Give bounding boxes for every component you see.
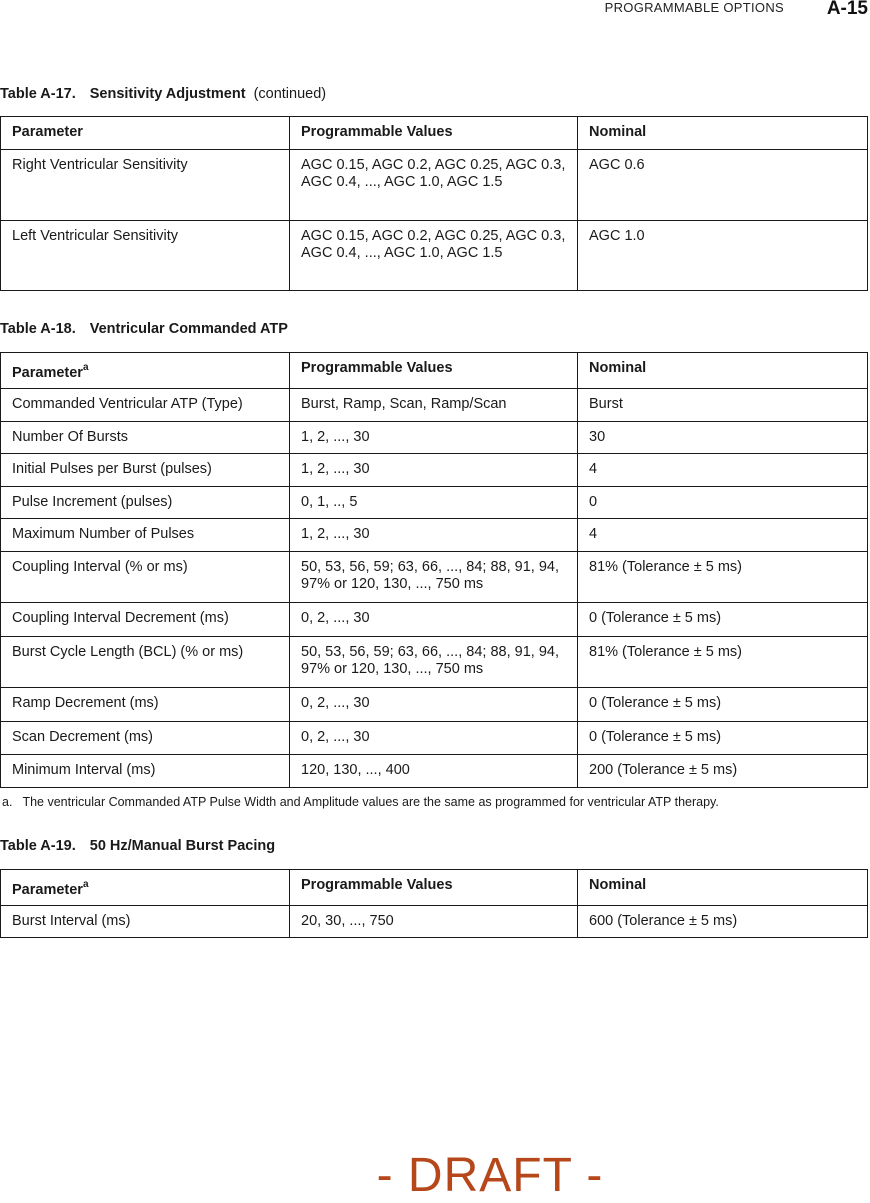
draft-watermark: - DRAFT - <box>376 1149 604 1202</box>
column-header-programmable-values: Programmable Values <box>290 353 578 389</box>
cell-parameter: Minimum Interval (ms) <box>1 754 290 787</box>
table-row <box>1 905 868 937</box>
column-header-nominal: Nominal <box>578 117 868 150</box>
cell-nominal: 600 (Tolerance ± 5 ms) <box>578 905 868 937</box>
cell-values: AGC 0.15, AGC 0.2, AGC 0.25, AGC 0.3, AGC 0.4, ..., AGC 1.0, AGC 1.5 <box>290 221 578 291</box>
running-title: PROGRAMMABLE OPTIONS <box>604 0 784 15</box>
table-row <box>1 486 868 518</box>
footnote-text: The ventricular Commanded ATP Pulse Width and Amplitude values are the same as programmed for ventricular ATP therapy. <box>22 795 719 809</box>
table-a18 <box>0 352 868 788</box>
cell-parameter: Left Ventricular Sensitivity <box>1 221 290 291</box>
cell-values: 0, 2, ..., 30 <box>290 602 578 636</box>
cell-nominal: AGC 1.0 <box>578 221 868 291</box>
cell-parameter: Coupling Interval Decrement (ms) <box>1 602 290 636</box>
cell-parameter: Initial Pulses per Burst (pulses) <box>1 453 290 486</box>
cell-nominal: 0 <box>578 486 868 518</box>
table-header-row <box>1 353 868 389</box>
table-row <box>1 721 868 754</box>
table-row <box>1 602 868 636</box>
table-row <box>1 453 868 486</box>
cell-values: 1, 2, ..., 30 <box>290 518 578 551</box>
table-a17-continued: (continued) <box>253 86 327 102</box>
column-header-parameter: Parameter <box>1 117 290 150</box>
cell-values: 0, 1, .., 5 <box>290 486 578 518</box>
cell-nominal: 0 (Tolerance ± 5 ms) <box>578 687 868 721</box>
cell-parameter: Maximum Number of Pulses <box>1 518 290 551</box>
footnote-marker: a <box>82 362 89 373</box>
table-row <box>1 551 868 602</box>
cell-nominal: AGC 0.6 <box>578 150 868 221</box>
page-number: A-15 <box>826 0 868 19</box>
table-a19-number: Table A-19. <box>0 838 76 854</box>
column-header-nominal: Nominal <box>578 353 868 389</box>
cell-values: 1, 2, ..., 30 <box>290 421 578 453</box>
footnote-marker: a <box>82 879 89 890</box>
column-header-programmable-values: Programmable Values <box>290 870 578 906</box>
cell-parameter: Scan Decrement (ms) <box>1 721 290 754</box>
table-a19-title: 50 Hz/Manual Burst Pacing <box>89 838 276 854</box>
cell-values: 50, 53, 56, 59; 63, 66, ..., 84; 88, 91, 94, 97% or 120, 130, ..., 750 ms <box>290 636 578 687</box>
cell-nominal: 81% (Tolerance ± 5 ms) <box>578 551 868 602</box>
table-a18-footnote <box>2 795 719 809</box>
cell-parameter: Number Of Bursts <box>1 421 290 453</box>
column-header-parameter-label: Parameter <box>12 364 83 381</box>
cell-nominal: 0 (Tolerance ± 5 ms) <box>578 721 868 754</box>
table-row <box>1 518 868 551</box>
table-a17 <box>0 116 868 291</box>
cell-parameter: Coupling Interval (% or ms) <box>1 551 290 602</box>
cell-nominal: 4 <box>578 453 868 486</box>
cell-parameter: Right Ventricular Sensitivity <box>1 150 290 221</box>
table-a18-number: Table A-18. <box>0 321 76 337</box>
cell-parameter: Burst Interval (ms) <box>1 905 290 937</box>
cell-nominal: 200 (Tolerance ± 5 ms) <box>578 754 868 787</box>
table-row <box>1 388 868 421</box>
table-a19-caption <box>0 838 275 854</box>
table-a17-number: Table A-17. <box>0 86 76 102</box>
table-row <box>1 221 868 291</box>
table-row <box>1 754 868 787</box>
table-a18-title: Ventricular Commanded ATP <box>89 321 288 337</box>
table-row <box>1 687 868 721</box>
cell-nominal: 0 (Tolerance ± 5 ms) <box>578 602 868 636</box>
table-header-row <box>1 117 868 150</box>
cell-values: 0, 2, ..., 30 <box>290 687 578 721</box>
column-header-programmable-values: Programmable Values <box>290 117 578 150</box>
table-a17-caption <box>0 86 326 102</box>
cell-nominal: Burst <box>578 388 868 421</box>
cell-values: 20, 30, ..., 750 <box>290 905 578 937</box>
table-a18-caption <box>0 321 288 337</box>
table-a19 <box>0 869 868 938</box>
table-a17-title: Sensitivity Adjustment <box>89 86 246 102</box>
cell-parameter: Pulse Increment (pulses) <box>1 486 290 518</box>
cell-nominal: 30 <box>578 421 868 453</box>
cell-nominal: 4 <box>578 518 868 551</box>
cell-values: Burst, Ramp, Scan, Ramp/Scan <box>290 388 578 421</box>
cell-values: 50, 53, 56, 59; 63, 66, ..., 84; 88, 91, 94, 97% or 120, 130, ..., 750 ms <box>290 551 578 602</box>
column-header-parameter <box>1 353 290 389</box>
cell-values: 1, 2, ..., 30 <box>290 453 578 486</box>
cell-values: 0, 2, ..., 30 <box>290 721 578 754</box>
cell-parameter: Ramp Decrement (ms) <box>1 687 290 721</box>
cell-nominal: 81% (Tolerance ± 5 ms) <box>578 636 868 687</box>
table-row <box>1 150 868 221</box>
cell-values: AGC 0.15, AGC 0.2, AGC 0.25, AGC 0.3, AGC 0.4, ..., AGC 1.0, AGC 1.5 <box>290 150 578 221</box>
footnote-label: a. <box>2 795 13 809</box>
cell-values: 120, 130, ..., 400 <box>290 754 578 787</box>
column-header-parameter <box>1 870 290 906</box>
column-header-nominal: Nominal <box>578 870 868 906</box>
table-row <box>1 636 868 687</box>
table-header-row <box>1 870 868 906</box>
table-row <box>1 421 868 453</box>
column-header-parameter-label: Parameter <box>12 881 83 898</box>
cell-parameter: Commanded Ventricular ATP (Type) <box>1 388 290 421</box>
cell-parameter: Burst Cycle Length (BCL) (% or ms) <box>1 636 290 687</box>
